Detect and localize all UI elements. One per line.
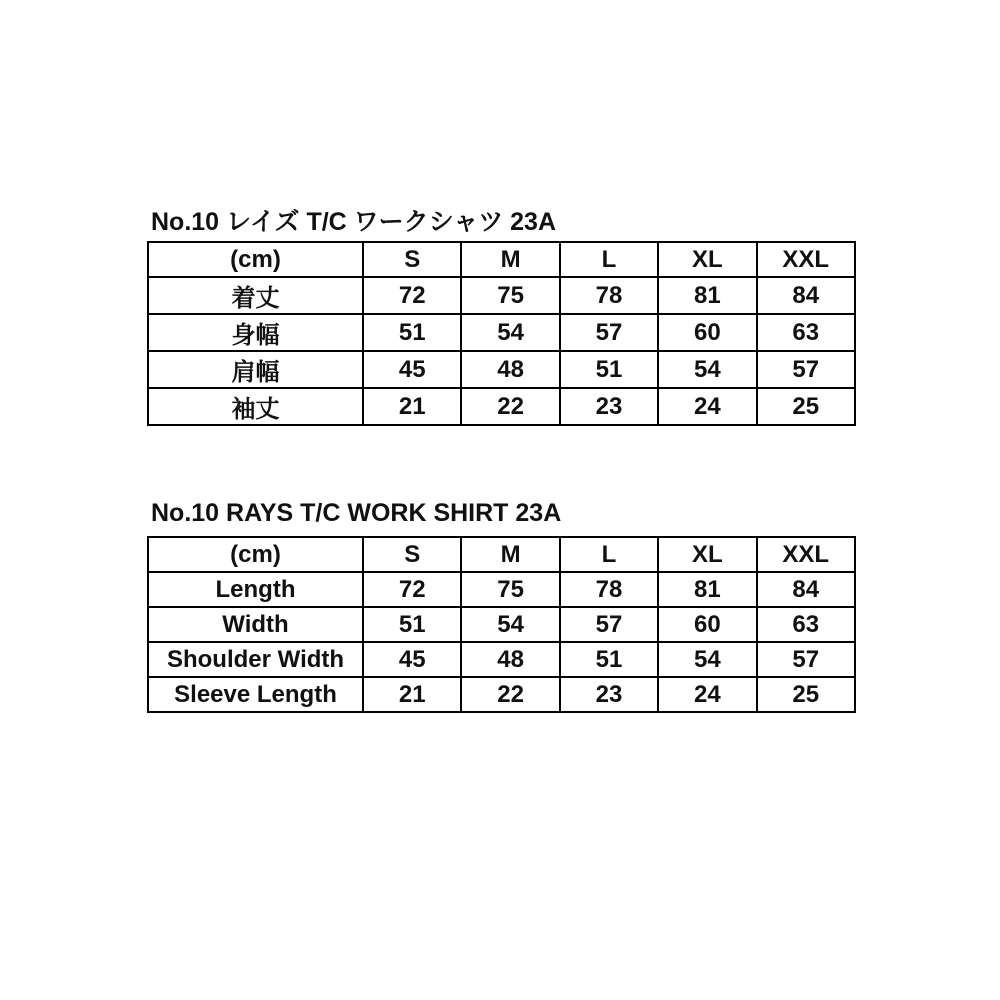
table-row <box>148 607 855 642</box>
row-label: 身幅 <box>148 314 363 351</box>
size-value-cell: 54 <box>461 607 559 642</box>
row-label: 袖丈 <box>148 388 363 425</box>
size-value-cell: 22 <box>461 388 559 425</box>
row-label: Shoulder Width <box>148 642 363 677</box>
column-header-size-s: S <box>363 537 461 572</box>
size-value-cell: 81 <box>658 572 756 607</box>
size-value-cell: 54 <box>658 351 756 388</box>
row-label: 肩幅 <box>148 351 363 388</box>
size-value-cell: 23 <box>560 677 658 712</box>
column-header-unit: (cm) <box>148 537 363 572</box>
size-value-cell: 25 <box>757 677 855 712</box>
size-value-cell: 54 <box>658 642 756 677</box>
size-value-cell: 23 <box>560 388 658 425</box>
size-value-cell: 81 <box>658 277 756 314</box>
column-header-size-l: L <box>560 242 658 277</box>
header-row <box>148 242 855 277</box>
size-value-cell: 63 <box>757 314 855 351</box>
size-value-cell: 75 <box>461 572 559 607</box>
size-value-cell: 57 <box>560 314 658 351</box>
size-value-cell: 78 <box>560 572 658 607</box>
column-header-size-xl: XL <box>658 537 756 572</box>
table-row <box>148 388 855 425</box>
table-row <box>148 677 855 712</box>
column-header-size-l: L <box>560 537 658 572</box>
size-value-cell: 84 <box>757 277 855 314</box>
table-row <box>148 572 855 607</box>
table-row <box>148 351 855 388</box>
size-value-cell: 78 <box>560 277 658 314</box>
table-row <box>148 277 855 314</box>
size-table-japanese <box>147 241 856 426</box>
size-value-cell: 72 <box>363 277 461 314</box>
row-label: 着丈 <box>148 277 363 314</box>
column-header-size-m: M <box>461 242 559 277</box>
size-value-cell: 22 <box>461 677 559 712</box>
column-header-unit: (cm) <box>148 242 363 277</box>
row-label: Sleeve Length <box>148 677 363 712</box>
size-value-cell: 24 <box>658 388 756 425</box>
table-row <box>148 642 855 677</box>
row-label: Length <box>148 572 363 607</box>
size-value-cell: 45 <box>363 351 461 388</box>
header-row <box>148 537 855 572</box>
column-header-size-xl: XL <box>658 242 756 277</box>
size-value-cell: 48 <box>461 642 559 677</box>
size-value-cell: 57 <box>560 607 658 642</box>
size-value-cell: 72 <box>363 572 461 607</box>
size-value-cell: 60 <box>658 607 756 642</box>
size-value-cell: 45 <box>363 642 461 677</box>
size-value-cell: 21 <box>363 388 461 425</box>
table-title-japanese: No.10 レイズ T/C ワークシャツ 23A <box>151 208 556 236</box>
size-table-english <box>147 536 856 713</box>
size-value-cell: 60 <box>658 314 756 351</box>
column-header-size-m: M <box>461 537 559 572</box>
column-header-size-xxl: XXL <box>757 537 855 572</box>
size-value-cell: 51 <box>560 351 658 388</box>
table-row <box>148 314 855 351</box>
size-value-cell: 51 <box>560 642 658 677</box>
column-header-size-s: S <box>363 242 461 277</box>
size-value-cell: 57 <box>757 642 855 677</box>
size-value-cell: 25 <box>757 388 855 425</box>
size-value-cell: 24 <box>658 677 756 712</box>
size-value-cell: 51 <box>363 314 461 351</box>
size-value-cell: 48 <box>461 351 559 388</box>
table-title-english: No.10 RAYS T/C WORK SHIRT 23A <box>151 499 562 527</box>
size-value-cell: 51 <box>363 607 461 642</box>
size-value-cell: 84 <box>757 572 855 607</box>
size-value-cell: 21 <box>363 677 461 712</box>
size-value-cell: 57 <box>757 351 855 388</box>
column-header-size-xxl: XXL <box>757 242 855 277</box>
size-value-cell: 63 <box>757 607 855 642</box>
size-value-cell: 54 <box>461 314 559 351</box>
size-value-cell: 75 <box>461 277 559 314</box>
row-label: Width <box>148 607 363 642</box>
